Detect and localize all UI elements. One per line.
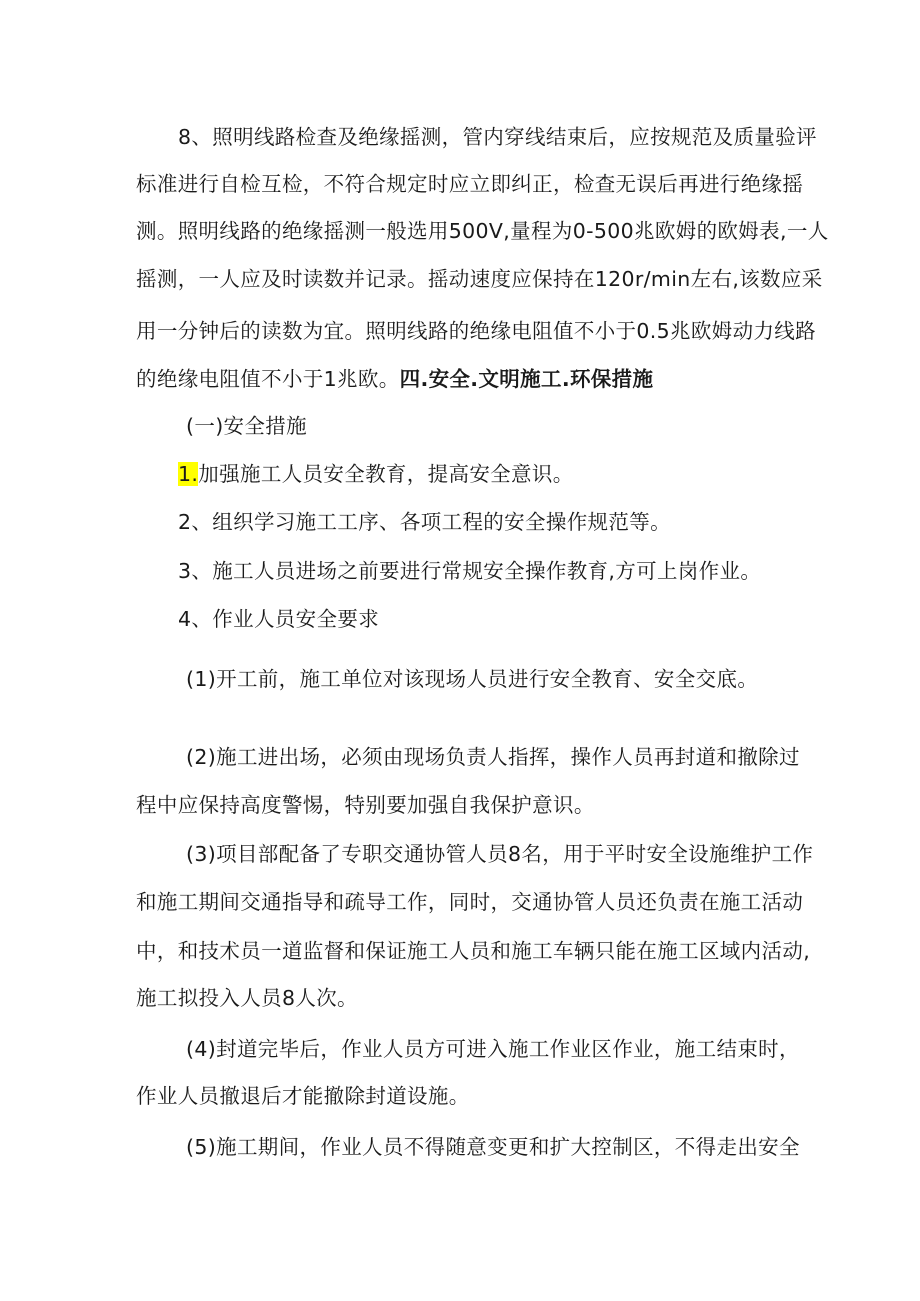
sub-item-3-line: 施工拟投入人员8人次。 bbox=[136, 986, 358, 1010]
sub-item-2-line: (2)施工进出场，必须由现场负责人指挥，操作人员再封道和撤除过 bbox=[186, 745, 800, 769]
list-item-text: 加强施工人员安全教育，提高安全意识。 bbox=[198, 462, 574, 486]
sub-item-3-line: (3)项目部配备了专职交通协管人员8名，用于平时安全设施维护工作 bbox=[186, 842, 814, 866]
subsection-heading: (一)安全措施 bbox=[186, 414, 307, 438]
list-item-2: 2、组织学习施工工序、各项工程的安全操作规范等。 bbox=[178, 510, 671, 534]
paragraph-line: 摇测，一人应及时读数并记录。摇动速度应保持在120r/min左右,该数应采 bbox=[136, 267, 823, 291]
section-heading: 四.安全.文明施工.环保措施 bbox=[399, 367, 654, 391]
list-item-3: 3、施工人员进场之前要进行常规安全操作教育,方可上岗作业。 bbox=[178, 559, 762, 583]
sub-item-3-line: 和施工期间交通指导和疏导工作，同时，交通协管人员还负责在施工活动 bbox=[136, 890, 804, 914]
paragraph-line bbox=[136, 364, 653, 394]
sub-item-3-line: 中，和技术员一道监督和保证施工人员和施工车辆只能在施工区域内活动, bbox=[136, 939, 811, 963]
paragraph-line: 8、照明线路检查及绝缘摇测，管内穿线结束后，应按规范及质量验评 bbox=[178, 125, 817, 149]
paragraph-line: 标准进行自检互检，不符合规定时应立即纠正，检查无误后再进行绝缘摇 bbox=[136, 172, 804, 196]
sub-item-1: (1)开工前，施工单位对该现场人员进行安全教育、安全交底。 bbox=[186, 667, 759, 691]
highlighted-number: 1. bbox=[178, 462, 199, 486]
sub-item-2-line: 程中应保持高度警惕，特别要加强自我保护意识。 bbox=[136, 793, 595, 817]
sub-item-4-line: 作业人员撤退后才能撤除封道设施。 bbox=[136, 1084, 470, 1108]
list-item-1 bbox=[178, 459, 574, 489]
sub-item-5-line: (5)施工期间，作业人员不得随意变更和扩大控制区，不得走出安全 bbox=[186, 1135, 800, 1159]
paragraph-line: 用一分钟后的读数为宜。照明线路的绝缘电阻值不小于0.5兆欧姆动力线路 bbox=[136, 319, 816, 343]
paragraph-line: 测。照明线路的绝缘摇测一般选用500V,量程为0-500兆欧姆的欧姆表,一人 bbox=[136, 219, 829, 243]
sub-item-4-line: (4)封道完毕后，作业人员方可进入施工作业区作业，施工结束时， bbox=[186, 1037, 800, 1061]
paragraph-line-end: 的绝缘电阻值不小于1兆欧。 bbox=[136, 367, 400, 391]
list-item-4: 4、作业人员安全要求 bbox=[178, 607, 380, 631]
